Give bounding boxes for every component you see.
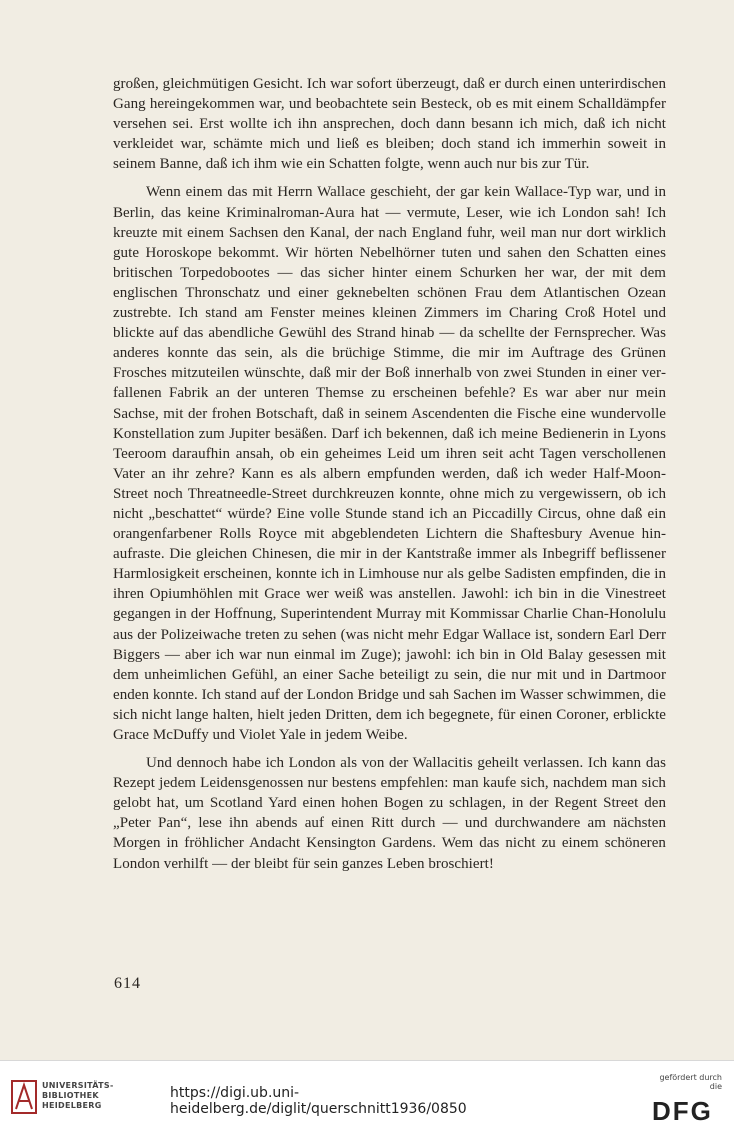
library-name-line-2: BIBLIOTHEK <box>42 1091 99 1100</box>
paragraph-3: Und dennoch habe ich London als von der Wallacitis geheilt verlassen. Ich kann das Rezept jedem Leidensgenossen nur bestens empfehlen: man kaufe sich, nachdem man sich gelobt hat, um Scotland Yard einen hohen Bogen zu schlagen, in der Regent Street den „Peter Pan“, lese ihn abends auf einen Ritt durch — und durchwandere am nächsten Morgen in fröhlicher Andacht Kensington Gardens. Wem das nicht zu einem schöneren London verhilft — der bleibt für sein ganzes Leben broschiert! <box>113 755 666 872</box>
viewer-footer <box>0 1060 734 1129</box>
library-name <box>42 1081 114 1111</box>
permalink-url[interactable]: https://digi.ub.uni-heidelberg.de/diglit/querschnitt1936/0850 <box>170 1085 467 1117</box>
dfg-logo-icon <box>650 1097 722 1123</box>
funder-block <box>650 1073 730 1127</box>
paragraph-2: Wenn einem das mit Herrn Wallace geschieht, der gar kein Wallace-Typ war, und in Berlin, das keine Kriminalroman-Aura hat — vermute, Leser, wie ich London sah! Ich kreuzte mit einem Sachsen den Kanal, der nach England fuhr, weil man nur dort wirklich gute Horoskope bekommt. Wir hörten Nebelhörner tuten und sahen den Schatten eines britischen Torpedobootes — das sicher hinter einem Schurken her war, der mit dem englischen Thronschatz und einer geknebelten schönen Frau dem Atlantischen Ozean zustrebte. Ich stand am Fenster meines kleinen Zimmers im Charing Croß Hotel und blickte auf das abendliche Gewühl des Strand hinab — da schellte der Fernsprecher. Was anderes konnte das sein, als die brüchige Stimme, die mir im Auftrage des Grünen Frosches mitzuteilen wünschte, daß mir der Boß innerhalb von zwei Stunden in einer verfallenen Fabrik an der unteren Themse zu erscheinen befehle? Es war aber nur mein Sachse, mit der frohen Botschaft, daß in seinem Ascendenten die Fische eine wundervolle Konstellation zum Jupiter besäßen. Darf ich bekennen, daß ich meine Bedienerin in Lyons Teeroom daraufhin ansah, ob ein geheimes Leid um ihren seit acht Tagen verschollenen Vater an ihr zehre? Kann es als albern empfunden werden, daß ich weder Half-Moon-Street noch Threatneedle-Street durchkreuzen konnte, ohne mich zu vergewissern, ob ich nicht „beschattet“ würde? Eine volle Stunde stand ich an Piccadilly Circus, ohne daß ein orangenfarbener Rolls Royce mit abgeblendeten Lichtern die Shaftesbury Avenue hinaufraste. Die gleichen Chinesen, die mir in der Kantstraße immer als Inbegriff beflissener Harmlosigkeit erscheinen, konnte ich in Limhouse nur als gelbe Sadisten empfinden, die in ihren Opiumhöhlen mit Grace wer weiß was anstellen. Jawohl: ich bin in die Vinestreet gegangen in der Hoffnung, Superintendent Murray mit Kommissar Charlie Chan-Honolulu aus der Polizeiwache treten zu sehen (was nicht mehr Edgar Wallace ist, sondern Earl Derr Biggers — aber ich war nun einmal im Zuge); jawohl: ich bin in Old Balay gesessen mit dem unheimlichen Gefühl, an einer Sache beteiligt zu sein, die nur mit und in Dartmoor enden konnte. Ich stand auf der London Bridge und sah Sachen im Wasser schwimmen, die sich nicht lange halten, hielt jeden Dritten, dem ich begegnete, für einen Coroner, erblickte Grace McDuffy und Violet Yale in jedem Weibe. <box>113 184 666 743</box>
library-name-line-3: HEIDELBERG <box>42 1101 102 1110</box>
funding-caption: gefördert durch die <box>659 1073 722 1091</box>
svg-text:DFG: DFG <box>652 1097 713 1123</box>
page-number: 614 <box>114 975 141 992</box>
library-name-line-1: UNIVERSITÄTS- <box>42 1081 114 1090</box>
paragraph-1: großen, gleichmütigen Gesicht. Ich war sofort überzeugt, daß er durch einen unterirdischen Gang hereingekommen war, und beobachtete sein Besteck, ob es mit einem Schalldämpfer versehen sei. Erst wollte ich ihn ansprechen, doch dann besann ich mich, daß ich nicht verkleidet war, schämte mich und ließ es bleiben; doch stand ich immerhin soweit in seinem Banne, daß ich ihm wie ein Schatten folgte, wenn auch nur bis zur Tür. <box>113 76 666 173</box>
body-text <box>113 74 666 874</box>
university-library-logo-icon <box>10 1077 38 1117</box>
